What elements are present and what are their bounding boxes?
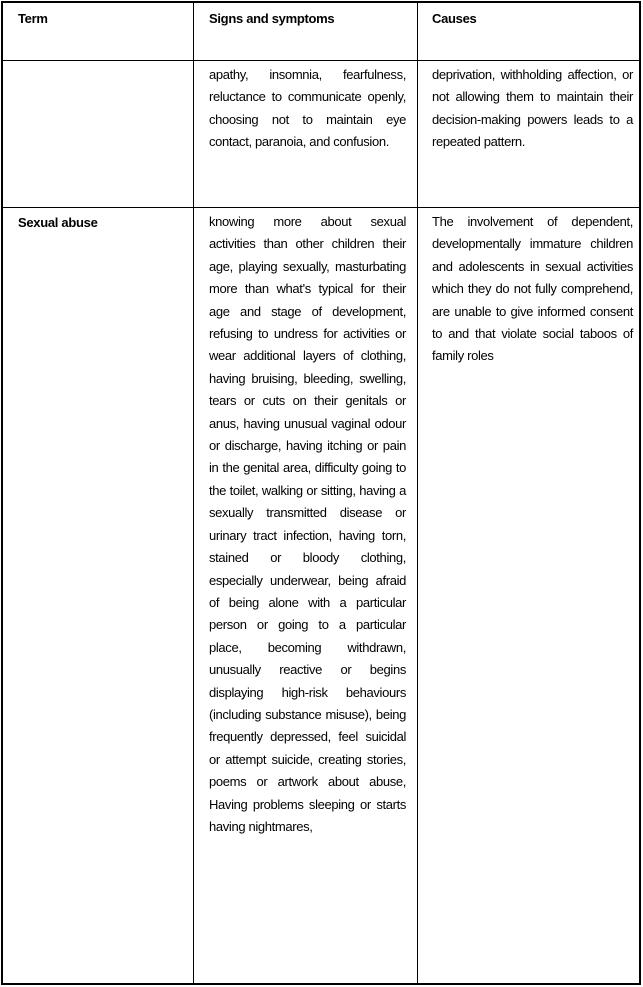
table-row <box>3 61 639 208</box>
table-header-row <box>3 3 639 61</box>
header-cell-term <box>3 3 194 60</box>
table-row <box>3 208 639 983</box>
cell-signs <box>194 208 418 983</box>
cell-term <box>3 61 194 207</box>
cell-term <box>3 208 194 983</box>
cell-causes <box>418 208 639 983</box>
header-cell-signs <box>194 3 418 60</box>
signs-text: knowing more about sexual activities than other children their age, playing sexually, masturbating more than what's typical for their age and stage of development, refusing to undress for activities or wear additional layers of clothing, having bruising, bleeding, swelling, tears or cuts on their genitals or anus, having unusual vaginal odour or discharge, having itching or pain in the genital area, difficulty going to the toilet, walking or sitting, having a sexually transmitted disease or urinary tract infection, having torn, stained or bloody clothing, especially underwear, being afraid of being alone with a particular person or going to a particular place, becoming withdrawn, unusually reactive or begins displaying high-risk behaviours (including substance misuse), being frequently depressed, feel suicidal or attempt suicide, creating stories, poems or artwork about abuse, Having problems sleeping or starts having nightmares, <box>209 214 406 834</box>
header-term: Term <box>18 11 48 26</box>
header-signs-and-symptoms: Signs and symptoms <box>209 11 335 26</box>
term-label: Sexual abuse <box>18 215 98 230</box>
cell-causes <box>418 61 639 207</box>
abuse-terms-table <box>1 1 641 985</box>
causes-text: The involvement of dependent, developmentally immature children and adolescents in sexual activities which they do not fully comprehend, are unable to give informed consent to and that violate social taboos of family roles <box>432 214 633 364</box>
signs-text: apathy, insomnia, fearfulness, reluctance to communicate openly, choosing not to maintain eye contact, paranoia, and confusion. <box>209 67 406 150</box>
causes-text: deprivation, withholding affection, or not allowing them to maintain their decision-making powers leads to a repeated pattern. <box>432 67 633 150</box>
cell-signs <box>194 61 418 207</box>
header-cell-causes <box>418 3 639 60</box>
header-causes: Causes <box>432 11 477 26</box>
